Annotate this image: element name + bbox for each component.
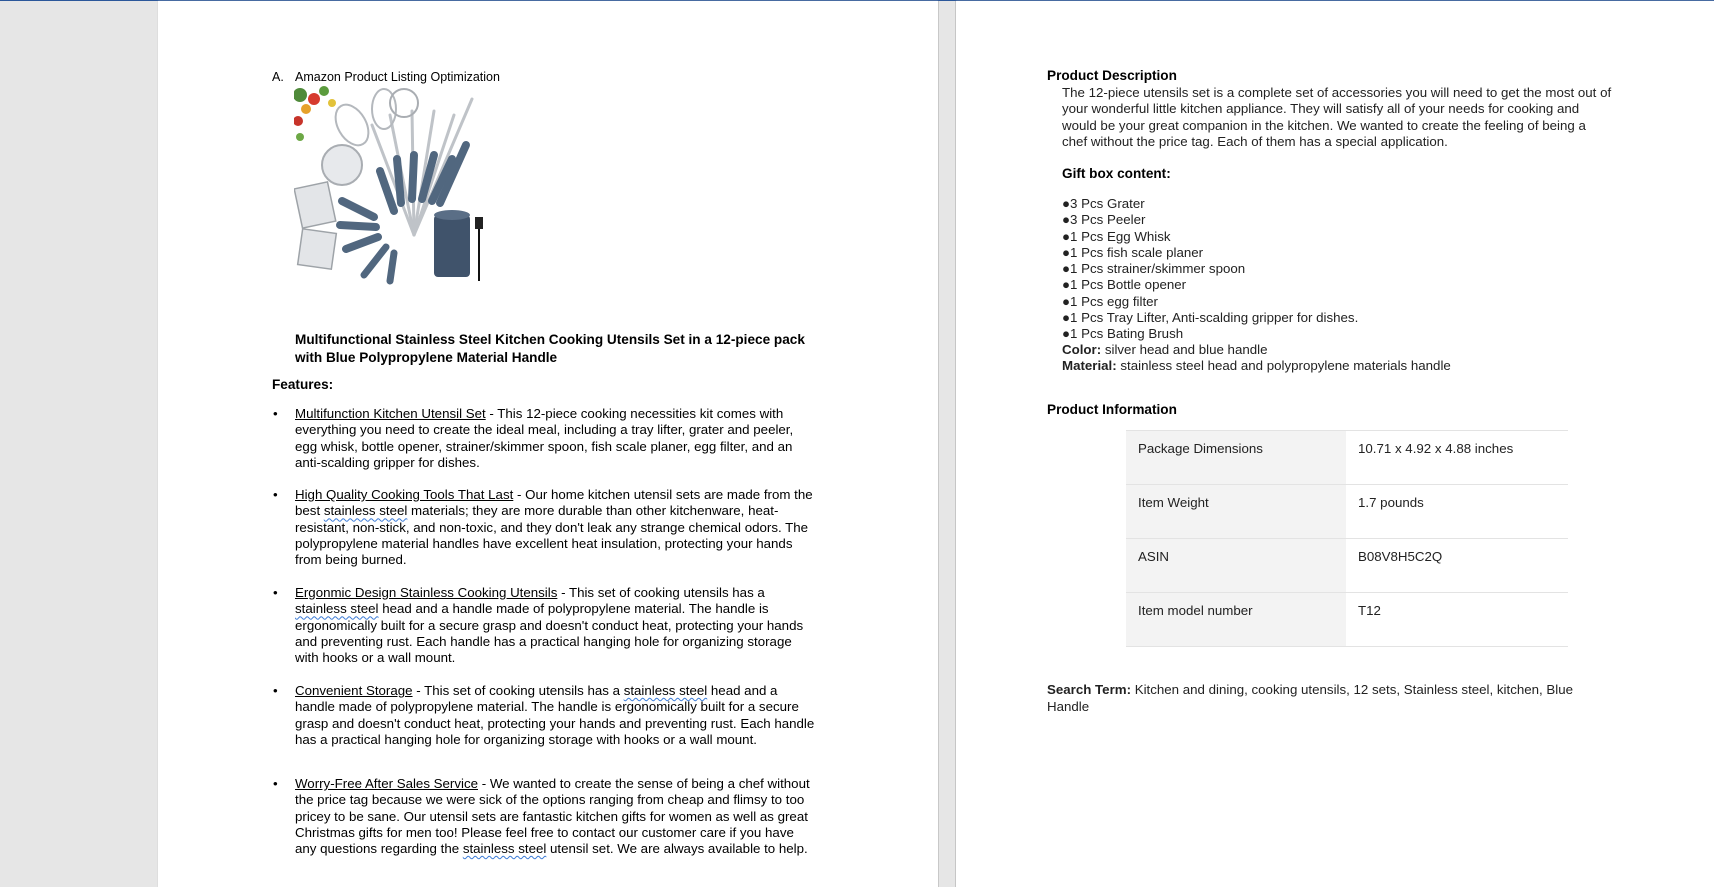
search-term-value: Handle [1047,699,1090,714]
feature-text: polypropylene material handles have excellent heat insulation, protecting your hands [295,535,793,551]
feature-text: - We wanted to create the sense of being a chef without [478,776,810,791]
feature-item-high-quality [273,487,855,568]
gift-item: ●1 Pcs fish scale planer [1062,244,1204,260]
search-term-value: Kitchen and dining, cooking utensils, 12 sets, Stainless steel, kitchen, Blue [1131,682,1574,697]
feature-text: egg whisk, bottle opener, strainer/skimmer spoon, fish scale planer, egg filter, and an [295,438,793,454]
table-key: ASIN [1126,539,1346,593]
feature-text: handle made of polypropylene material. The handle is ergonomically built for a secure [295,699,799,715]
gift-item: ●1 Pcs egg filter [1062,293,1158,309]
table-row [1126,485,1568,539]
search-term-label: Search Term: [1047,682,1132,697]
feature-item-storage [273,683,855,748]
feature-title: Worry-Free After Sales Service [295,776,479,791]
table-value: 10.71 x 4.92 x 4.88 inches [1346,431,1568,485]
gift-item: ●1 Pcs Bottle opener [1062,277,1187,293]
description-line: chef without the price tag. Each of them has a special application. [1062,133,1448,149]
product-title [295,331,855,366]
gift-box-list [1062,196,1358,343]
gift-item: ●1 Pcs Tray Lifter, Anti-scalding gripper for dishes. [1062,310,1359,326]
table-key: Package Dimensions [1126,431,1346,485]
gift-item: ●3 Pcs Grater [1062,196,1145,211]
feature-item-ergonomic [273,585,855,666]
gift-item: ●1 Pcs strainer/skimmer spoon [1062,261,1246,277]
section-heading [272,70,500,84]
table-value: 1.7 pounds [1346,485,1568,539]
feature-text: - This set of cooking utensils has a [557,585,765,600]
feature-text: ergonomically built for a secure grasp and doesn't conduct heat, protecting your hands [295,617,804,633]
feature-text: from being burned. [295,552,407,568]
feature-text: everything you need to create the ideal meal, including a tray lifter, grater and peeler, [295,422,794,438]
material-line [1062,358,1451,373]
table-value: T12 [1346,593,1568,647]
product-information-table [1126,430,1568,647]
gift-item: ●3 Pcs Peeler [1062,212,1146,228]
material-value: stainless steel head and polypropylene materials handle [1116,358,1451,373]
feature-item-multifunction [273,406,855,471]
search-term-block [1047,681,1627,715]
feature-text: Christmas gifts for men too! Please feel free to contact our customer care if you have [295,824,794,840]
table-key: Item Weight [1126,485,1346,539]
gift-item: ●1 Pcs Bating Brush [1062,326,1184,342]
product-title-line-1: Multifunctional Stainless Steel Kitchen Cooking Utensils Set in a 12-piece pack [295,332,805,347]
feature-text: head and a [707,683,778,698]
color-value: silver head and blue handle [1101,342,1268,357]
product-description-heading: Product Description [1047,68,1177,83]
table-key: Item model number [1126,593,1346,647]
feature-title: Convenient Storage [295,683,413,698]
bullet-icon: • [273,406,278,421]
bullet-icon: • [273,683,278,698]
feature-text: the price tag because we were sick of the options ranging from cheap and flimsy to too [295,792,805,808]
feature-title: High Quality Cooking Tools That Last [295,487,514,502]
feature-title: Ergonmic Design Stainless Cooking Utensils [295,585,558,600]
bullet-icon: • [273,585,278,600]
feature-text: - Our home kitchen utensil sets are made from the [513,487,813,502]
gift-box-heading: Gift box content: [1062,166,1171,181]
table-row [1126,593,1568,647]
features-heading: Features: [272,377,334,392]
gift-item: ●1 Pcs Egg Whisk [1062,228,1171,244]
feature-text: with hooks or a wall mount. [295,650,456,666]
spellcheck-word[interactable]: stainless steel [295,601,379,617]
document-page-left [158,1,938,887]
feature-text: anti-scalding gripper for dishes. [295,454,480,470]
table-row [1126,431,1568,485]
feature-text: utensil set. We are always available to help. [546,841,808,857]
description-line: your wonderful little kitchen appliance. They will satisfy all of your needs for cooking and [1062,101,1580,117]
table-value: B08V8H5C2Q [1346,539,1568,593]
feature-text: grasp and doesn't conduct heat, protecting your hands and preventing rust. Each handle [295,715,815,731]
bullet-icon: • [273,487,278,502]
color-label: Color: [1062,342,1102,357]
table-row [1126,539,1568,593]
section-marker: A. [272,70,284,84]
utensil-set-product-image [294,85,490,289]
document-page-right [956,1,1714,887]
feature-text: - This 12-piece cooking necessities kit comes with [485,406,784,421]
spellcheck-word[interactable]: stainless steel [462,841,547,857]
feature-item-after-sales [273,776,855,857]
feature-text: resistant, non-stick, and non-toxic, and they don't leak any strange chemical odors. The [295,519,809,535]
feature-text: best [295,503,324,519]
feature-text: and preventing rust. Each handle has a practical hanging hole for organizing storage [295,633,792,649]
description-line: would be your great companion in the kitchen. We wanted to create the feeling of being a [1062,117,1586,133]
feature-text: - This set of cooking utensils has a [412,683,624,698]
feature-text: has a practical hanging hole for organizing storage with hooks or a wall mount. [295,731,757,747]
description-line: The 12-piece utensils set is a complete set of accessories you will need to get the most out of [1062,85,1612,100]
color-line [1062,342,1268,357]
product-title-line-2: with Blue Polypropylene Material Handle [295,349,558,365]
product-description-body [1062,85,1652,150]
feature-title: Multifunction Kitchen Utensil Set [295,406,486,421]
spellcheck-word[interactable]: stainless steel [323,503,408,519]
product-information-heading: Product Information [1047,402,1177,417]
section-title: Amazon Product Listing Optimization [295,70,500,84]
material-label: Material: [1062,358,1117,373]
feature-text: head and a handle made of polypropylene material. The handle is [378,601,769,617]
feature-text: pricey to be sane. Our utensil sets are fantastic kitchen gifts for women as well as great [295,808,808,824]
bullet-icon: • [273,776,278,791]
feature-text: materials; they are more durable than other kitchenware, heat- [407,503,779,519]
spellcheck-word[interactable]: stainless steel [623,683,708,698]
feature-text: any questions regarding the [295,841,463,857]
page-gutter [938,1,956,887]
